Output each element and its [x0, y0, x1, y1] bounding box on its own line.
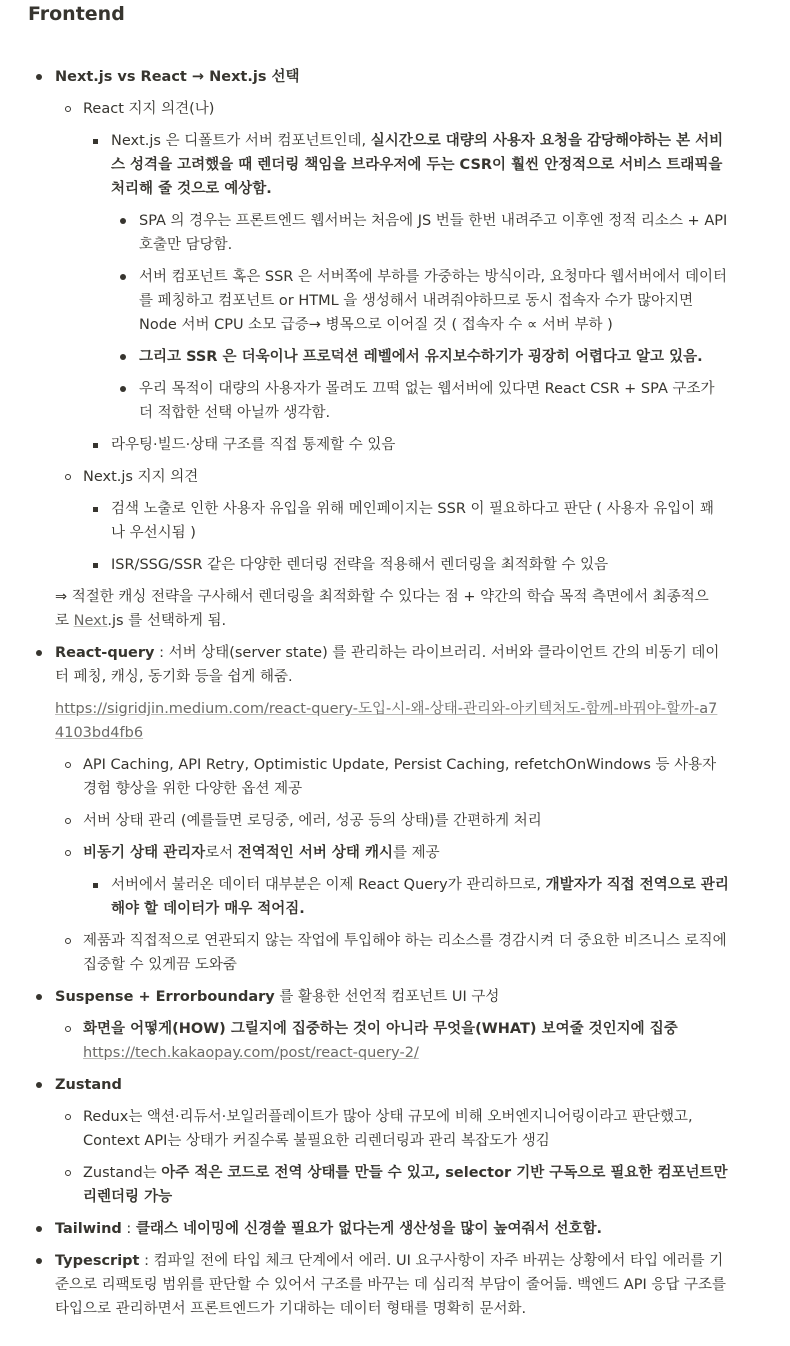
section-heading: Typescript: [55, 1253, 140, 1269]
bold-text: 그리고 SSR 은 더욱이나 프로덕션 레벨에서 유지보수하기가 굉장히 어렵다고 알고 있음.: [139, 349, 703, 365]
section-heading: Suspense + Errorboundary: [55, 989, 275, 1005]
list-item-server-state: [83, 809, 743, 833]
section-heading: Zustand: [55, 1077, 122, 1093]
text: API Caching, API Retry, Optimistic Update, Persist Caching, refetchOnWindows 등 사용자 경험 향상을 위한 다양한 옵션 제공: [83, 757, 717, 797]
list-item-zustand: [55, 1073, 735, 1097]
list-item-declarative: [83, 1017, 743, 1065]
list-item-label: Next.js 지지 의견: [83, 469, 199, 485]
bold-text: 실시간으로 대량의 사용자 요청을 감당해야하는 본 서비스 성격을 고려했을 때 렌더링 책임을 브라우저에 두는 CSR이 훨씬 안정적으로 서비스 트래픽을 처리해 줄 것으로 예상함.: [111, 133, 724, 197]
text: ⇒ 적절한 캐싱 전략을 구사해서 렌더링을 최적화할 수 있다는 점 + 약간의 학습 목적 측면에서 최종적으로: [55, 589, 709, 629]
text: 를 활용한 선언적 컴포넌트 UI 구성: [274, 989, 500, 1005]
list-item-ssr-maintenance: [139, 345, 739, 369]
react-query-article-link-wrap: [55, 697, 720, 745]
text: 라우팅·빌드·상태 구조를 직접 통제할 수 있음: [111, 437, 396, 453]
list-item-react-query: [55, 641, 725, 689]
list-item-typescript: [55, 1249, 735, 1321]
text: :: [121, 1221, 136, 1237]
text: 제품과 직접적으로 연관되지 않는 작업에 투입해야 하는 리소스를 경감시켜 더 중요한 비즈니스 로직에 집중할 수 있게끔 도와줌: [83, 933, 727, 973]
list-item-react-reason-1: [111, 129, 736, 201]
list-item-seo: [111, 497, 721, 545]
list-item-react-opinion: [83, 97, 743, 121]
list-item-rendering: [111, 553, 731, 577]
list-item-next-opinion: [83, 465, 743, 489]
list-item-focus-logic: [83, 929, 738, 977]
bold-text: 비동기 상태 관리자: [83, 845, 206, 861]
bold-text: 화면을 어떻게(HOW) 그릴지에 집중하는 것이 아니라 무엇을(WHAT) 보여줄 것인지에 집중: [83, 1021, 678, 1037]
text: ISR/SSG/SSR 같은 다양한 렌더링 전략을 적용해서 렌더링을 최적화할 수 있음: [111, 557, 609, 573]
list-item-options: [83, 753, 728, 801]
list-item-nextjs-vs-react: [55, 65, 745, 89]
bold-text: 개발자가 직접 전역으로 관리해야 할 데이터가 매우 적어짐.: [111, 877, 729, 917]
text: Redux는 액션·리듀서·보일러플레이트가 많아 상태 규모에 비해 오버엔지니어링이라고 판단했고, Context API는 상태가 커질수록 불필요한 리렌더링과 관리 복잡도가 생김: [83, 1109, 693, 1149]
list-item-suspense: [55, 985, 735, 1009]
text: 우리 목적이 대량의 사용자가 몰려도 끄떡 없는 웹서버에 있다면 React CSR + SPA 구조가 더 적합한 선택 아닐까 생각함.: [139, 381, 715, 421]
text: SPA 의 경우는 프론트엔드 웹서버는 처음에 JS 번들 한번 내려주고 이후엔 정적 리소스 + API 호출만 담당함.: [139, 213, 728, 253]
text: .js 를 선택하게 됨.: [107, 613, 227, 629]
text: Next.js 은 디폴트가 서버 컴포넌트인데,: [111, 133, 371, 149]
react-query-article-link[interactable]: https://sigridjin.medium.com/react-query-도입-시-왜-상태-관리와-아키텍처도-함께-바꿔야-할까-a74103bd4fb6: [55, 701, 718, 741]
page-title: Frontend: [28, 3, 125, 25]
list-item-async-state: [83, 841, 743, 865]
bold-text: 전역적인 서버 상태 캐시: [237, 845, 393, 861]
section-heading: React-query: [55, 645, 155, 661]
section-heading: Tailwind: [55, 1221, 122, 1237]
list-item-goal: [139, 377, 729, 425]
conclusion-paragraph: [55, 585, 720, 633]
list-item-redux: [83, 1105, 713, 1153]
bold-text: 클래스 네이밍에 신경쓸 필요가 없다는게 생산성을 많이 높여줘서 선호함.: [135, 1221, 603, 1237]
kakaopay-link[interactable]: https://tech.kakaopay.com/post/react-query-2/: [83, 1045, 419, 1061]
list-item-ssr-load: [139, 265, 729, 337]
text: Zustand는: [83, 1165, 162, 1181]
section-heading: Next.js vs React → Next.js 선택: [55, 69, 300, 85]
bold-text: 아주 적은 코드로 전역 상태를 만들 수 있고, selector 기반 구독으로 필요한 컴포넌트만 리렌더링 가능: [83, 1165, 728, 1205]
text: 검색 노출로 인한 사용자 유입을 위해 메인페이지는 SSR 이 필요하다고 판단 ( 사용자 유입이 꽤나 우선시됨 ): [111, 501, 714, 541]
nextjs-link[interactable]: Next: [73, 613, 108, 629]
list-item-label: React 지지 의견(나): [83, 101, 215, 117]
list-item-less-global-data: [111, 873, 736, 921]
list-item-tailwind: [55, 1217, 745, 1241]
text: 로서: [205, 845, 238, 861]
list-item-routing: [111, 433, 731, 457]
text: 서버 컴포넌트 혹은 SSR 은 서버쪽에 부하를 가중하는 방식이라, 요청마다 웹서버에서 데이터를 페칭하고 컴포넌트 or HTML 을 생성해서 내려줘야하므로 동시 접속자 수가 많아지면 Node 서버 CPU 소모 급증→ 병목으로 이어질 것 ( 접속자 수 ∝ 서버 부하 ): [139, 269, 728, 333]
text: 를 제공: [393, 845, 440, 861]
list-item-spa: [139, 209, 729, 257]
text: 서버에서 불러온 데이터 대부분은 이제 React Query가 관리하므로,: [111, 877, 546, 893]
text: 서버 상태 관리 (예를들면 로딩중, 에러, 성공 등의 상태)를 간편하게 처리: [83, 813, 542, 829]
text: : 컴파일 전에 타입 체크 단계에서 에러. UI 요구사항이 자주 바뀌는 상황에서 타입 에러를 기준으로 리팩토링 범위를 판단할 수 있어서 구조를 바꾸는 데 심리적 부담이 줄어듦. 백엔드 API 응답 구조를 타입으로 관리하면서 프론트엔드가 기대하는 데이터 형태를 명확히 문서화.: [55, 1253, 726, 1317]
text: : 서버 상태(server state) 를 관리하는 라이브러리. 서버와 클라이언트 간의 비동기 데이터 페칭, 캐싱, 동기화 등을 쉽게 해줌.: [55, 645, 720, 685]
list-item-zustand-benefit: [83, 1161, 728, 1209]
